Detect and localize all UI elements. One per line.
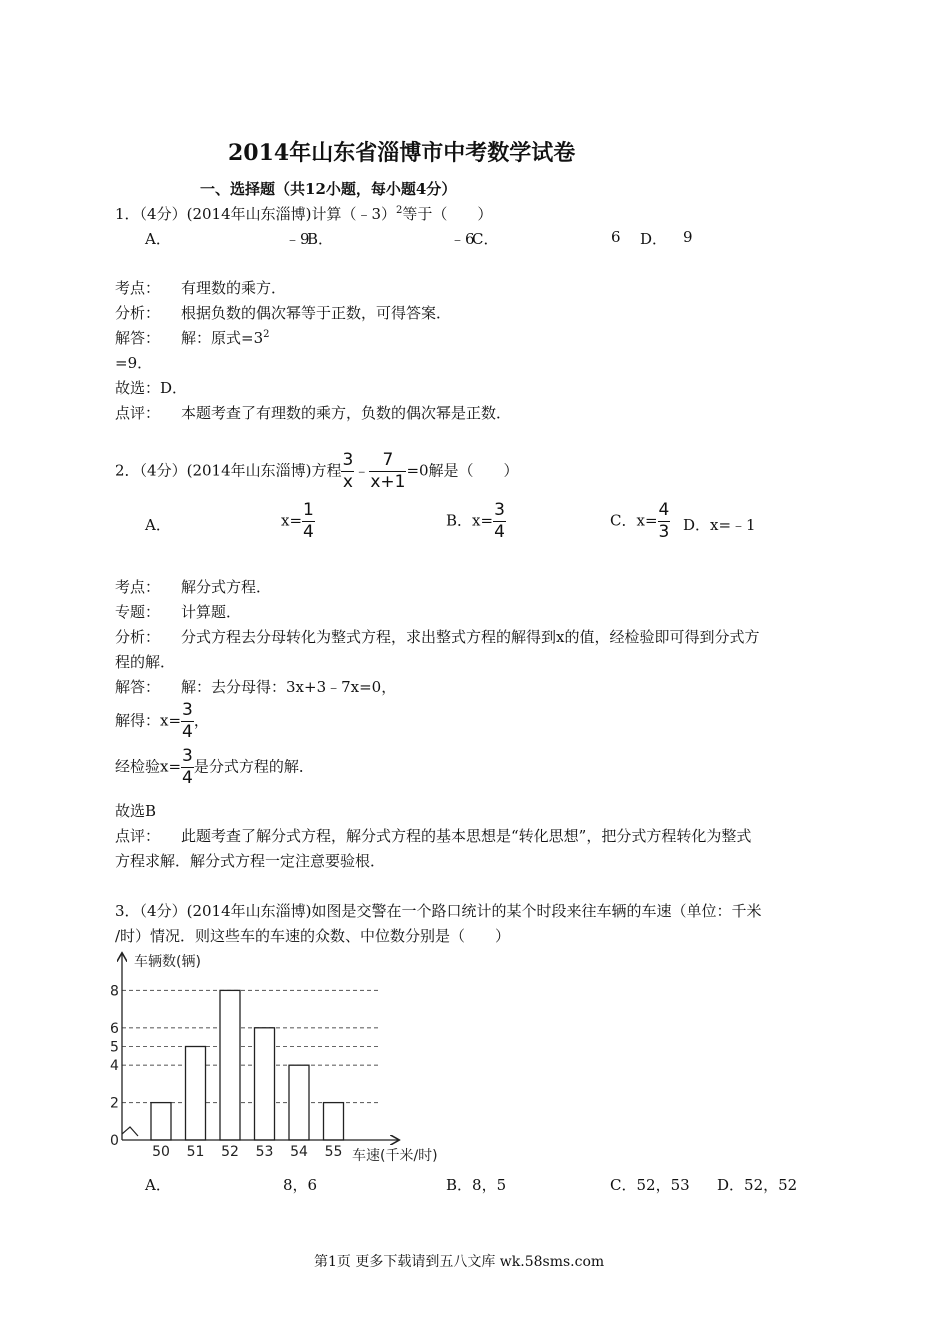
- x-axis-label: 车速(千米/时): [352, 1148, 438, 1164]
- q1-option-c-value: 6: [611, 228, 621, 246]
- fraction-7-over-x-plus-1: $\frac{7}{x+1}$: [370, 450, 406, 492]
- q2-jieda: 解：去分母得：3x+3﹣7x=0，: [181, 678, 397, 696]
- y-tick-5: 5: [110, 1039, 119, 1056]
- bar-52: [220, 990, 240, 1140]
- q1-fenxi-label: 分析：: [115, 304, 161, 322]
- q2-jiede: 解得：x= $\frac{3}{4}$ ，: [115, 700, 209, 742]
- page-title: 2014年山东省淄博市中考数学试卷: [228, 140, 576, 166]
- q3-option-a-value: 8，6: [283, 1176, 318, 1194]
- y-axis-label: 车辆数(辆): [134, 954, 201, 970]
- q2-option-b: B．x= $\frac{3}{4}$: [446, 500, 505, 542]
- q2-option-d: D．x=﹣1: [683, 516, 756, 534]
- q2-zhuanti: 计算题．: [181, 603, 242, 621]
- x-tick-labels: [152, 1144, 342, 1160]
- x-tick-54: 54: [290, 1144, 308, 1160]
- x-tick-50: 50: [152, 1144, 170, 1160]
- q1-fenxi: 根据负数的偶次幂等于正数，可得答案．: [181, 304, 452, 322]
- q2-kaodian-label: 考点：: [115, 578, 161, 596]
- q1-dianping: 本题考查了有理数的乘方，负数的偶次幂是正数．: [181, 404, 512, 422]
- q1-option-a-value: ﹣9: [285, 230, 310, 248]
- y-tick-8: 8: [110, 983, 119, 1000]
- q1-dianping-label: 点评：: [115, 404, 161, 422]
- q1-option-d-label: D．: [640, 230, 668, 248]
- q2-jingjian: 经检验x= $\frac{3}{4}$ 是分式方程的解．: [115, 746, 314, 788]
- q3-option-b: B．8，5: [446, 1176, 507, 1194]
- q1-option-a-label: A．: [145, 230, 171, 248]
- q3-option-a-label: A．: [145, 1176, 171, 1194]
- x-tick-53: 53: [255, 1144, 274, 1160]
- x-tick-55: 55: [324, 1144, 343, 1160]
- q1-jieda-label: 解答：: [115, 329, 161, 347]
- q1-answer: 故选：D．: [115, 379, 188, 397]
- axis-break: [122, 1127, 138, 1136]
- question-3-stem-cont: /时）情况．则这些车的车速的众数、中位数分别是（ ）: [115, 927, 511, 945]
- chart-gridlines: [122, 990, 380, 1102]
- q2-dianping-cont: 方程求解．解分式方程一定注意要验根．: [115, 852, 386, 870]
- q1-option-b-value: ﹣6: [450, 230, 475, 248]
- q2-kaodian: 解分式方程．: [181, 578, 272, 596]
- q1-option-d-value: 9: [683, 228, 693, 246]
- q1-kaodian-label: 考点：: [115, 279, 161, 297]
- q2-option-c: C．x= $\frac{4}{3}$: [610, 500, 670, 542]
- q2-dianping: 此题考查了解分式方程，解分式方程的基本思想是“转化思想”，把分式方程转化为整式: [181, 827, 752, 845]
- bar-51: [186, 1047, 206, 1141]
- bar-50: [151, 1103, 171, 1140]
- bar-53: [255, 1028, 275, 1140]
- speed-histogram: [108, 946, 468, 1168]
- q2-dianping-label: 点评：: [115, 827, 161, 845]
- q2-fenxi-cont: 程的解．: [115, 653, 176, 671]
- q2-fenxi: 分式方程去分母转化为整式方程，求出整式方程的解得到x的值，经检验即可得到分式方: [181, 628, 760, 646]
- fraction-3-over-x: $\frac{3}{x}$: [342, 450, 354, 492]
- y-tick-4: 4: [110, 1058, 119, 1075]
- q1-jieda-result: =9．: [115, 354, 153, 372]
- bar-54: [289, 1065, 309, 1140]
- q1-kaodian: 有理数的乘方．: [181, 279, 287, 297]
- q3-option-d: D．52，52: [717, 1176, 798, 1194]
- q1-option-c-label: C．: [472, 230, 499, 248]
- question-2-stem: 2．（4分）(2014年山东淄博)方程 $\frac{3}{x}$ ﹣ $\frac{7}{x+1}$ =0解是（ ）: [115, 450, 519, 492]
- q2-fenxi-label: 分析：: [115, 628, 161, 646]
- section-heading: 一、选择题（共12小题，每小题4分）: [200, 180, 457, 198]
- q2-jieda-label: 解答：: [115, 678, 161, 696]
- q2-zhuanti-label: 专题：: [115, 603, 161, 621]
- bar-55: [324, 1103, 344, 1140]
- question-1-stem: 1．（4分）(2014年山东淄博)计算（﹣3）$^2$等于（ ）: [115, 205, 493, 223]
- q3-option-c: C．52，53: [610, 1176, 690, 1194]
- page-footer: 第1页 更多下载请到五八文库 wk.58sms.com: [314, 1254, 605, 1270]
- q2-option-a-label: A．: [145, 516, 171, 534]
- q1-option-b-label: B．: [307, 230, 334, 248]
- y-tick-0: 0: [110, 1133, 119, 1149]
- y-tick-2: 2: [110, 1095, 119, 1112]
- q2-answer: 故选B: [115, 802, 157, 820]
- q2-option-a-value: x= $\frac{1}{4}$: [281, 500, 314, 542]
- x-tick-51: 51: [186, 1144, 205, 1160]
- y-tick-labels: [110, 983, 119, 1149]
- x-tick-52: 52: [221, 1144, 239, 1160]
- q1-jieda: 解：原式$=3^2$: [181, 329, 270, 347]
- question-3-stem: 3．（4分）(2014年山东淄博)如图是交警在一个路口统计的某个时段来往车辆的车速（单位：千米: [115, 902, 762, 920]
- y-tick-6: 6: [110, 1020, 119, 1037]
